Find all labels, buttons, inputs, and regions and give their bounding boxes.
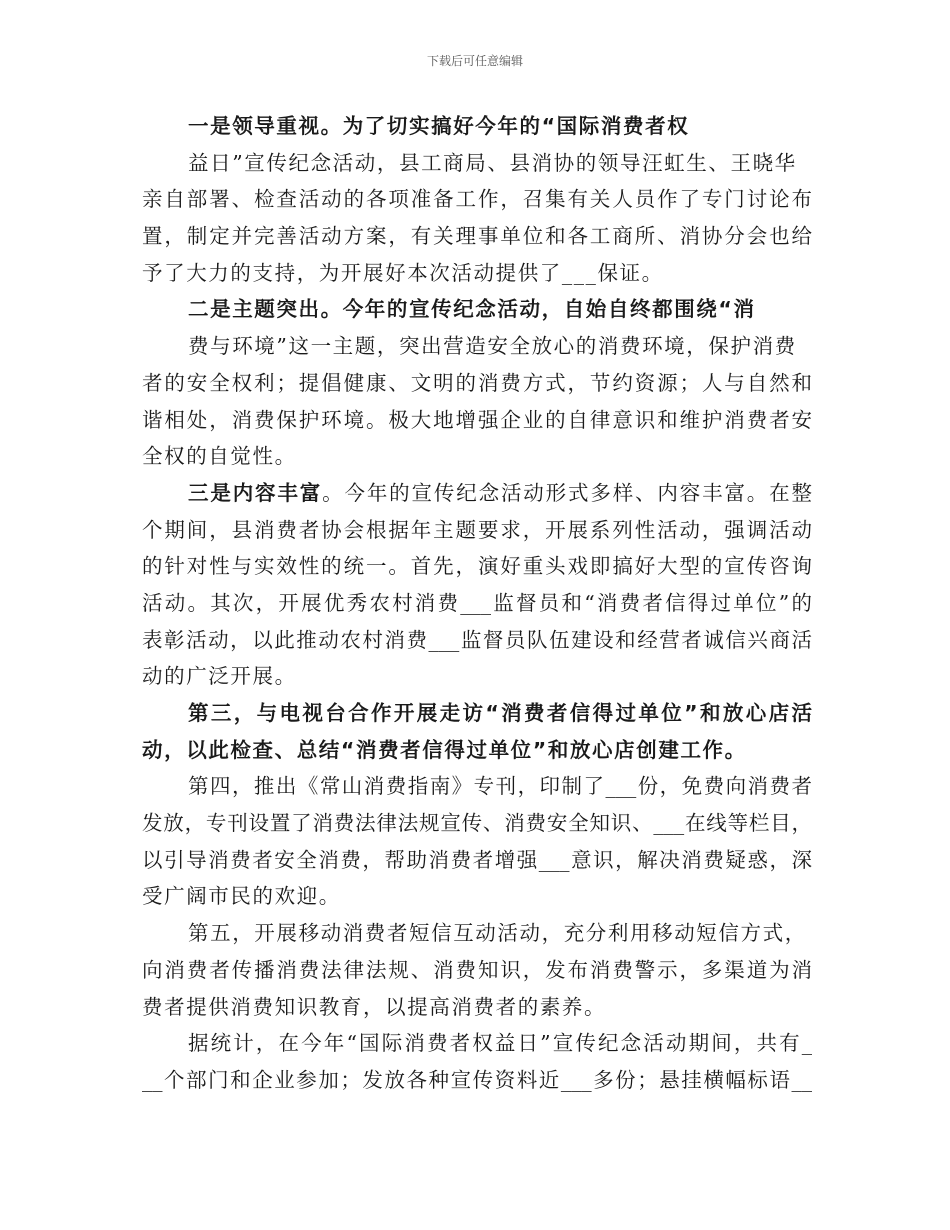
text-line: 的针对性与实效性的统一。首先，演好重头戏即搞好大型的宣传咨询 (142, 554, 812, 579)
text-line: 以引导消费者安全消费，帮助消费者增强___意识，解决消费疑惑，深 (142, 847, 812, 872)
text-line: 予了大力的支持，为开展好本次活动提供了___保证。 (142, 260, 664, 285)
text-line: 置，制定并完善活动方案，有关理事单位和各工商所、消协分会也给 (142, 224, 812, 249)
text-line (142, 475, 812, 512)
text-line: 者的安全权利；提倡健康、文明的消费方式，节约资源；人与自然和 (142, 370, 812, 395)
text-line: 活动。其次，开展优秀农村消费___监督员和“消费者信得过单位”的 (142, 590, 812, 615)
page-header: 下载后可任意编辑 (426, 54, 523, 68)
text-line: 向消费者传播消费法律法规、消费知识，发布消费警示，多渠道为消 (142, 957, 812, 982)
text-line: 一是领导重视。为了切实搞好今年的“国际消费者权 (188, 114, 690, 138)
text-line: 发放，专刊设置了消费法律法规宣传、消费安全知识、___在线等栏目， (142, 811, 812, 836)
text-line: 个期间，县消费者协会根据年主题要求，开展系列性活动，强调活动 (142, 517, 812, 542)
text-line: 益日”宣传纪念活动，县工商局、县消协的领导汪虹生、王晓华 (188, 150, 797, 175)
text-line: 二是主题突出。今年的宣传纪念活动，自始自终都围绕“消 (188, 297, 756, 322)
text-line: 动的广泛开展。 (142, 664, 297, 689)
text-line: 费者提供消费知识教育，以提高消费者的素养。 (142, 994, 607, 1019)
paragraph-lead: 三是内容丰富 (188, 480, 323, 505)
text-line: 亲自部署、检查活动的各项准备工作，召集有关人员作了专门讨论布 (142, 187, 812, 212)
text-line: 据统计，在今年“国际消费者权益日”宣传纪念活动期间，共有_ (188, 1031, 812, 1056)
text-line: 全权的自觉性。 (142, 444, 297, 469)
text-line: __个部门和企业参加；发放各种宣传资料近___多份；悬挂横幅标语__ (142, 1067, 812, 1092)
text-line: 第三，与电视台合作开展走访“消费者信得过单位”和放心店活 (188, 701, 812, 725)
text-line: 第四，推出《常山消费指南》专刊，印制了___份，免费向消费者 (188, 774, 812, 799)
paragraph-text: 。今年的宣传纪念活动形式多样、内容丰富。在整 (322, 480, 813, 505)
text-line: 费与环境”这一主题，突出营造安全放心的消费环境，保护消费 (188, 334, 797, 359)
text-line: 受广阔市民的欢迎。 (142, 884, 341, 909)
text-line: 谐相处，消费保护环境。极大地增强企业的自律意识和维护消费者安 (142, 407, 812, 432)
document-body (142, 108, 812, 1099)
text-line: 第五，开展移动消费者短信互动活动，充分利用移动短信方式， (188, 921, 807, 946)
text-line: 动，以此检查、总结“消费者信得过单位”和放心店创建工作。 (142, 737, 747, 762)
text-line: 表彰活动，以此推动农村消费___监督员队伍建设和经营者诚信兴商活 (142, 627, 812, 652)
